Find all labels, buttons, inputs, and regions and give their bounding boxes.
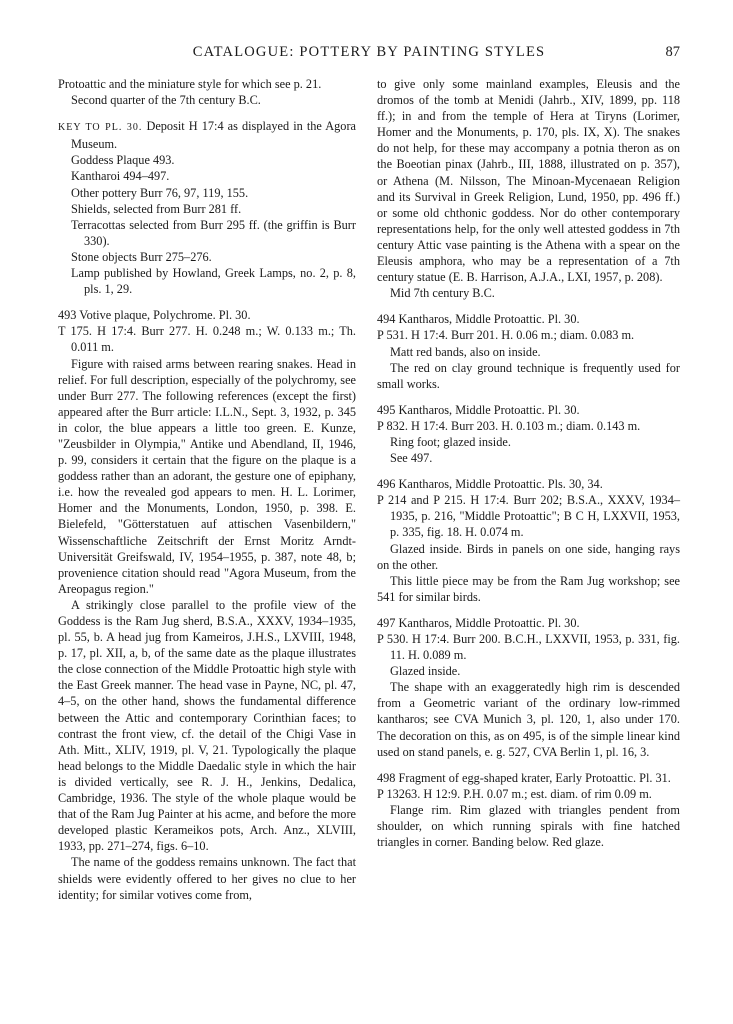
entry-498-text: Flange rim. Rim glazed with triangles pendent from shoulder, on which running spirals with fine hatched triangles in corner. Banding below. Red glaze. [377,802,680,850]
key-item: Kantharoi 494–497. [71,169,170,184]
entry-498-heading: 498 Fragment of egg-shaped krater, Early Protoattic. Pl. 31. [377,770,671,785]
key-item: Shields, selected from Burr 281 ff. [71,201,242,216]
key-item: Stone objects Burr 275–276. [71,249,212,264]
entry-493-parallels: A strikingly close parallel to the profile view of the Goddess is the Ram Jug sherd, B.S.A., XXXV, 1934–1935, pl. 55, b. A head jug from Kameiros, J.H.S., LXVIII, 1948, p. 17, pl. XII, a, b, of the same date as the plaque illustrates the close connection of the Middle Protoattic high style with the East Greek manner. The head vase in Payne, NC, pl. 47, 4–5, on the other hand, shows the fundamental difference between the Attic and contemporary Corinthian faces; to contrast the front view, cf. the detail of the Chigi Vase in Ath. Mitt., XLIV, 1919, pl. V, 21. Typologically the plaque head belongs to the Middle Daedalic style in which the hair is divided vertically, see R. J. H., Jenkins, Dedalica, Cambridge, 1936. The style of the whole plaque would be that of the Ram Jug Painter at his acme, and before the more developed plastic Kerameikos pots, Arch. Anz., XLVIII, 1933, pp. 271–274, figs. 6–10. [58,597,356,854]
entry-498-meta: P 13263. H 12:9. P.H. 0.07 m.; est. diam. of rim 0.09 m. [377,786,652,801]
plate-key [58,118,356,152]
entry-497-meta: P 530. H 17:4. Burr 200. B.C.H., LXXVII, 1953, p. 331, fig. 11. H. 0.089 m. [377,632,680,663]
entry-497-heading: 497 Kantharos, Middle Protoattic. Pl. 30. [377,615,580,630]
entry-495-text: Ring foot; glazed inside. [390,434,511,449]
entry-494-text: The red on clay ground technique is frequently used for small works. [377,360,680,391]
entry-497-text: The shape with an exaggeratedly high rim is descended from a Geometric variant of the ordinary low-rimmed kantharos; see CVA Munich 3, pl. 120, 1, also under 170. The decoration on this, as on 495, is of the simple linear kind used on stand panels, e. g. 527, CVA Berlin 1, pl. 16, 3. [377,680,680,759]
entry-494-heading: 494 Kantharos, Middle Protoattic. Pl. 30. [377,312,580,327]
header-title: CATALOGUE: POTTERY BY PAINTING STYLES [192,44,546,60]
entry-497-text: Glazed inside. [390,664,461,679]
entry-493-identity: The name of the goddess remains unknown. The fact that shields were evidently offered to her gives no clue to her identity; for similar votives come from, [58,855,356,902]
plate-key-label: KEY TO PL. 30. [58,122,143,134]
entry-495-heading: 495 Kantharos, Middle Protoattic. Pl. 30. [377,402,580,417]
entry-493-heading: 493 Votive plaque, Polychrome. Pl. 30. [58,308,251,323]
key-item: Terracottas selected from Burr 295 ff. (the griffin is Burr 330). [71,217,356,248]
entry-496-heading: 496 Kantharos, Middle Protoattic. Pls. 30, 34. [377,477,603,492]
key-item: Goddess Plaque 493. [71,153,175,168]
left-column [58,76,356,903]
entry-494-text: Matt red bands, also on inside. [390,344,541,359]
entry-496-text: Glazed inside. Birds in panels on one side, hanging rays on the other. [377,541,680,572]
key-item: Lamp published by Howland, Greek Lamps, no. 2, p. 8, pls. 1, 29. [71,266,356,297]
plate-key-text: Deposit H 17:4 as displayed in the Agora Museum. [71,119,357,152]
entry-494-meta: P 531. H 17:4. Burr 201. H. 0.06 m.; diam. 0.083 m. [377,328,635,343]
intro-line: Protoattic and the miniature style for which see p. 21. [58,77,322,91]
right-column [377,76,680,850]
entry-496-text: This little piece may be from the Ram Jug workshop; see 541 for similar birds. [377,573,680,604]
entry-496-meta: P 214 and P 215. H 17:4. Burr 202; B.S.A., XXXV, 1934–1935, p. 216, "Middle Protoattic"; B C H, LXXVII, 1953, p. 335, fig. 18. H. 0.074 m. [377,493,680,540]
intro-date: Second quarter of the 7th century B.C. [71,93,261,108]
entry-495-meta: P 832. H 17:4. Burr 203. H. 0.103 m.; diam. 0.143 m. [377,418,641,433]
entry-493-continued: to give only some mainland examples, Eleusis and the dromos of the tomb at Menidi (Jahrb., XIV, 1899, pp. 118 ff.); in and from the temple of Hera at Tiryns (Lorimer, Homer and the Monuments, p. 170, pls. IX, X). The snakes do not help, for these may accompany a potnia theron as on the Boeotian pinax (Jahrb., III, 1888, illustrated on p. 357), or Athena (M. Nilsson, The Minoan-Mycenaean Religion and its Survival in Greek Religion, Lund, 1950, pp. 496 ff.) or some old chthonic goddess. Nor do other contemporary representations help, for the only well attested goddess in 7th century Attic vase painting is the Athena with a spear on the Eleusis amphora, who may be a representation of a 7th century statue (E. B. Harrison, A.J.A., LXI, 1957, p. 208). [377,77,680,285]
running-header [58,44,680,66]
entry-493-meta: T 175. H 17:4. Burr 277. H. 0.248 m.; W. 0.133 m.; Th. 0.011 m. [58,324,356,355]
entry-495-text: See 497. [390,451,433,466]
key-item: Other pottery Burr 76, 97, 119, 155. [71,185,249,200]
entry-493-description: Figure with raised arms between rearing snakes. Head in relief. For full description, especially of the polychromy, see under Burr 277. The following references (except the first) appeared after the Burr article: I.L.N., Sept. 3, 1932, p. 345 in color, the blue appears a little too green. E. Kunze, "Zeusbilder in Olympia," Antike und Abendland, II, 1946, p. 99, considers it certain that the figure on the plaque is a goddess rather than an adorant, the gesture one of epiphany, i.e. how the revealed god appears to men. H. L. Lorimer, Homer and the Monuments, London, 1950, p. 398. E. Bielefeld, "Götterstatuen auf attischen Vasenbildern," Wissenschaftliche Zeitschrift der Ernst Moritz Arndt-Universität Greifswald, IV, 1954–1955, p. 387, note 48, b; provenience citation should read "Agora Museum, from the Areopagus region." [58,356,356,596]
page-number: 87 [665,44,680,60]
entry-493-date: Mid 7th century B.C. [390,286,495,301]
